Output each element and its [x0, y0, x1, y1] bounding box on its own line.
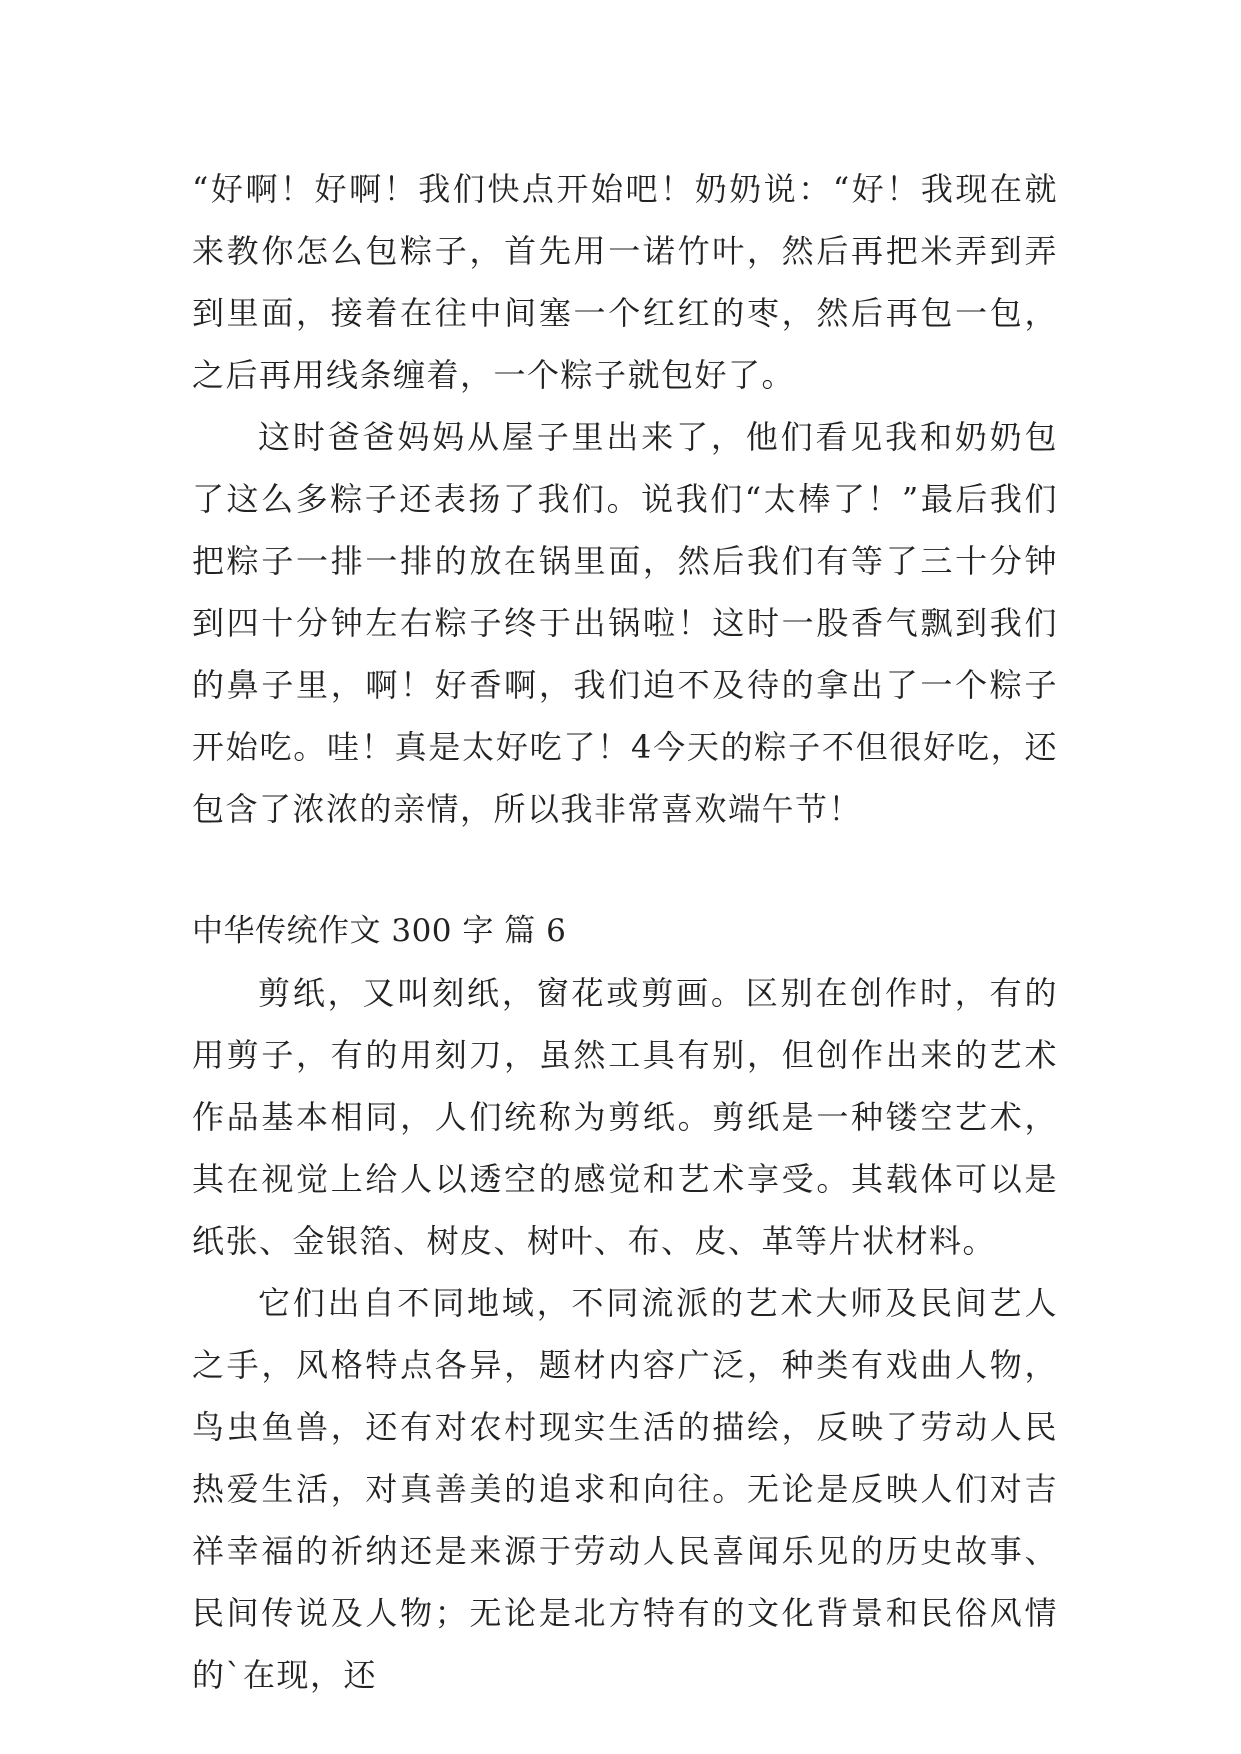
- section-heading: 中华传统作文 300 字 篇 6: [192, 913, 567, 949]
- paragraph-papercut-styles: 它们出自不同地域，不同流派的艺术大师及民间艺人之手，风格特点各异，题材内容广泛，种类有戏曲人物，鸟虫鱼兽，还有对农村现实生活的描绘，反映了劳动人民热爱生活，对真善美的追求和向往。无论是反映人们对吉祥幸福的祈纳还是来源于劳动人民喜闻乐见的历史故事、民间传说及人物；无论是北方特有的文化背景和民俗风情的`在现，还: [192, 1284, 1058, 1694]
- paragraph-dumpling-cooking: 这时爸爸妈妈从屋子里出来了，他们看见我和奶奶包了这么多粽子还表扬了我们。说我们“太棒了！”最后我们把粽子一排一排的放在锅里面，然后我们有等了三十分钟到四十分钟左右粽子终于出锅啦！这时一股香气飘到我们的鼻子里，啊！好香啊，我们迫不及待的拿出了一个粽子开始吃。哇！真是太好吃了！4今天的粽子不但很好吃，还包含了浓浓的亲情，所以我非常喜欢端午节！: [192, 418, 1058, 828]
- paragraph-dumpling-instructions: “好啊！好啊！我们快点开始吧！奶奶说：“好！我现在就来教你怎么包粽子，首先用一诺竹叶，然后再把米弄到弄到里面，接着在往中间塞一个红红的枣，然后再包一包，之后再用线条缠着，一个粽子就包好了。: [192, 170, 1058, 394]
- document-page: [192, 158, 1058, 1706]
- paragraph-papercut-intro: 剪纸，又叫刻纸，窗花或剪画。区别在创作时，有的用剪子，有的用刻刀，虽然工具有别，但创作出来的艺术作品基本相同，人们统称为剪纸。剪纸是一种镂空艺术，其在视觉上给人以透空的感觉和艺术享受。其载体可以是纸张、金银箔、树皮、树叶、布、皮、革等片状材料。: [192, 974, 1058, 1260]
